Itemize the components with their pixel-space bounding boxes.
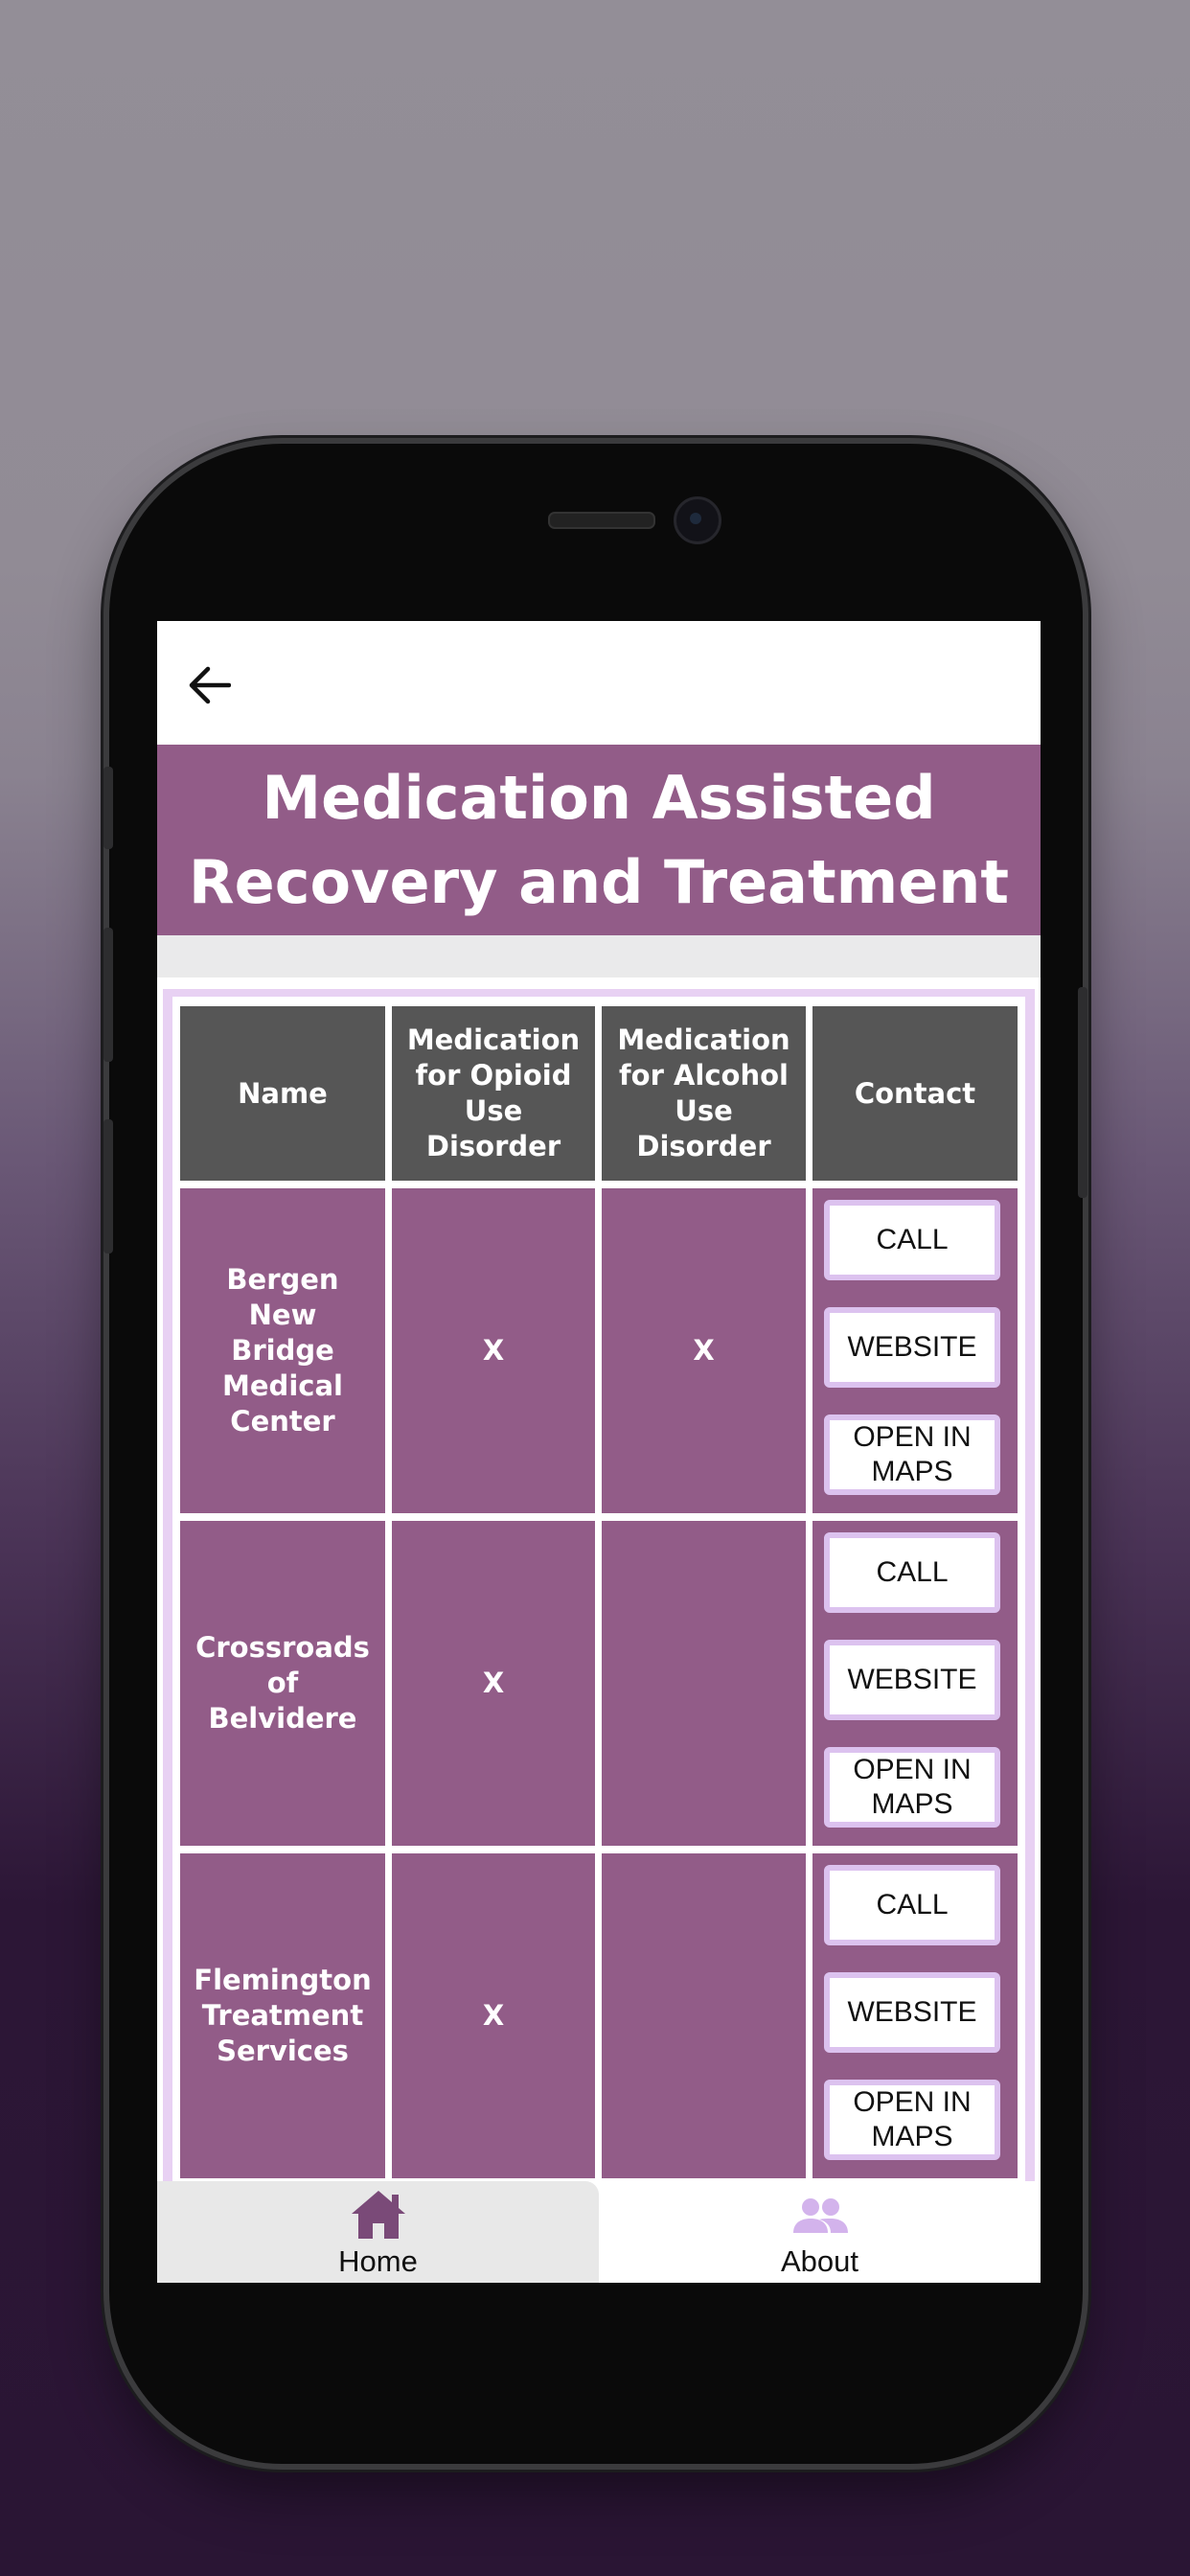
column-header-contact: Contact (812, 1006, 1018, 1181)
table-cell-name: Bergen New Bridge Medical Center (180, 1188, 385, 1513)
open-in-maps-button[interactable]: OPEN IN MAPS (824, 1747, 1000, 1828)
side-button (1078, 987, 1087, 1198)
title-banner (157, 745, 1041, 935)
table-cell-opioid: X (392, 1853, 595, 2178)
home-icon (350, 2189, 407, 2241)
app-screen (157, 621, 1041, 2283)
table-cell-name: Crossroads of Belvidere (180, 1521, 385, 1846)
table-cell-contact (812, 1853, 1018, 2178)
open-in-maps-button[interactable]: OPEN IN MAPS (824, 2080, 1000, 2160)
treatment-table-area (157, 978, 1041, 2283)
website-button[interactable]: WEBSITE (824, 1640, 1000, 1720)
page-title (189, 756, 1009, 925)
speaker-grille (548, 512, 655, 529)
tab-home[interactable] (157, 2181, 599, 2283)
table-cell-alcohol (602, 1853, 806, 2178)
call-button[interactable]: CALL (824, 1532, 1000, 1613)
people-icon (790, 2196, 850, 2244)
call-button[interactable]: CALL (824, 1200, 1000, 1280)
tab-home-label: Home (338, 2244, 418, 2278)
treatment-table (172, 997, 1025, 2281)
column-header-name: Name (180, 1006, 385, 1181)
open-in-maps-button[interactable]: OPEN IN MAPS (824, 1414, 1000, 1495)
column-header-opioid: Medication for Opioid Use Disorder (392, 1006, 595, 1181)
divider-strip (157, 935, 1041, 978)
table-cell-contact (812, 1188, 1018, 1513)
table-cell-alcohol (602, 1521, 806, 1846)
table-cell-alcohol: X (602, 1188, 806, 1513)
back-button[interactable] (184, 659, 236, 711)
page-title-line-1: Medication Assisted (262, 762, 936, 833)
side-button (103, 767, 113, 849)
tab-about[interactable] (599, 2181, 1041, 2283)
website-button[interactable]: WEBSITE (824, 1972, 1000, 2053)
top-app-bar (157, 621, 1041, 745)
front-camera (674, 496, 721, 544)
table-cell-opioid: X (392, 1188, 595, 1513)
side-button (103, 928, 113, 1062)
column-header-alcohol: Medication for Alcohol Use Disorder (602, 1006, 806, 1181)
page-title-line-2: Recovery and Treatment (188, 846, 1010, 917)
table-cell-contact (812, 1521, 1018, 1846)
arrow-left-icon (189, 666, 231, 704)
website-button[interactable]: WEBSITE (824, 1307, 1000, 1388)
table-cell-opioid: X (392, 1521, 595, 1846)
tab-about-label: About (780, 2244, 858, 2278)
bottom-navigation (157, 2181, 1041, 2283)
table-cell-name: Flemington Treatment Services (180, 1853, 385, 2178)
side-button (103, 1119, 113, 1254)
call-button[interactable]: CALL (824, 1865, 1000, 1945)
